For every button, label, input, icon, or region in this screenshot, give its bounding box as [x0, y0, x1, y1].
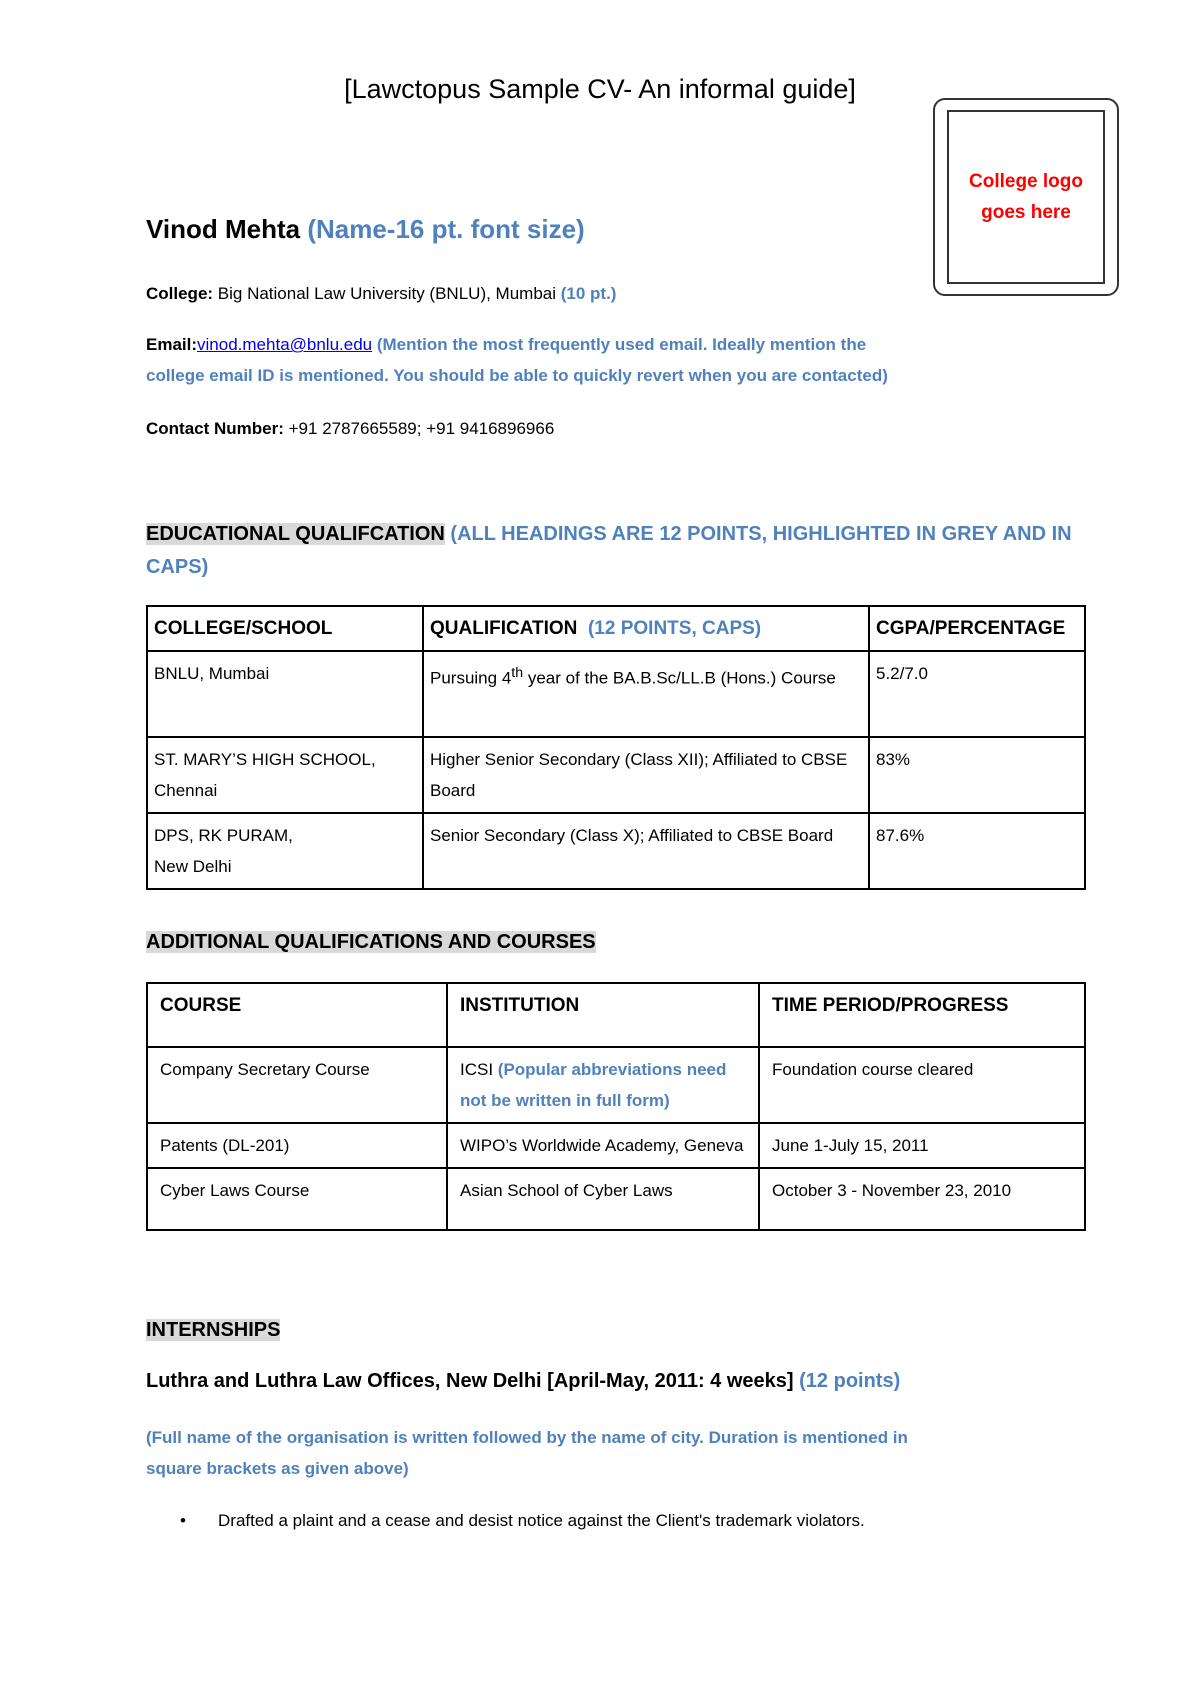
- name-note: (Name-16 pt. font size): [307, 214, 585, 244]
- contact-label: Contact Number:: [146, 419, 284, 438]
- cell-school: BNLU, Mumbai: [147, 651, 423, 737]
- table-row: [147, 737, 1085, 813]
- internship-guide-note: [146, 1422, 1076, 1484]
- col-college-school: COLLEGE/SCHOOL: [147, 606, 423, 651]
- table-header-row: [147, 983, 1085, 1047]
- email-line: [146, 329, 1046, 391]
- qual-sup: th: [511, 665, 524, 681]
- school-line2: New Delhi: [154, 857, 232, 876]
- table-row: [147, 1047, 1085, 1123]
- inst-note: (Popular abbreviations need not be written in full form): [460, 1060, 727, 1110]
- col-qualification: [423, 606, 869, 651]
- guide-line1: (Full name of the organisation is written followed by the name of city. Duration is mentioned in: [146, 1428, 908, 1447]
- logo-text-line2: goes here: [981, 202, 1071, 223]
- table-row: [147, 651, 1085, 737]
- cell-qualification: [423, 651, 869, 737]
- email-note-2: college email ID is mentioned. You should be able to quickly revert when you are contacted): [146, 366, 888, 385]
- contact-line: [146, 413, 554, 444]
- education-heading-text: EDUCATIONAL QUALIFCATION: [146, 523, 445, 545]
- college-logo-placeholder: [933, 98, 1119, 296]
- internship-entry-title: [146, 1370, 900, 1393]
- education-table: [146, 605, 1086, 890]
- col-institution: INSTITUTION: [447, 983, 759, 1047]
- college-line: [146, 278, 616, 309]
- college-value: Big National Law University (BNLU), Mumbai: [213, 284, 561, 303]
- email-label: Email:: [146, 335, 198, 354]
- email-link[interactable]: vinod.mehta@bnlu.edu: [197, 335, 373, 354]
- cell-score: 5.2/7.0: [869, 651, 1085, 737]
- cell-score: 87.6%: [869, 813, 1085, 889]
- cell-course: Patents (DL-201): [147, 1123, 447, 1168]
- cell-period: Foundation course cleared: [759, 1047, 1085, 1123]
- college-note: (10 pt.): [560, 284, 617, 303]
- cell-school: ST. MARY’S HIGH SCHOOL, Chennai: [147, 737, 423, 813]
- table-row: [147, 1168, 1085, 1230]
- college-label: College:: [146, 284, 214, 303]
- school-line1: DPS, RK PURAM,: [154, 826, 293, 845]
- col-qualification-note: (12 POINTS, CAPS): [587, 618, 762, 639]
- logo-frame: [947, 110, 1105, 284]
- education-heading-note: (ALL HEADINGS ARE 12 POINTS, HIGHLIGHTED IN GREY AND IN CAPS): [146, 523, 1072, 578]
- logo-text-line1: College logo: [969, 171, 1083, 192]
- col-cgpa: CGPA/PERCENTAGE: [869, 606, 1085, 651]
- qual-pre: Pursuing 4: [430, 668, 512, 688]
- name-value: Vinod Mehta: [146, 214, 301, 244]
- document-title: [Lawctopus Sample CV- An informal guide]: [344, 74, 856, 104]
- additional-heading: [146, 926, 1076, 959]
- cell-school: [147, 813, 423, 889]
- internships-heading-text: INTERNSHIPS: [146, 1319, 281, 1341]
- cell-qualification: Higher Senior Secondary (Class XII); Affiliated to CBSE Board: [423, 737, 869, 813]
- cell-score: 83%: [869, 737, 1085, 813]
- candidate-name: [146, 214, 585, 245]
- cell-institution: Asian School of Cyber Laws: [447, 1168, 759, 1230]
- cell-course: Company Secretary Course: [147, 1047, 447, 1123]
- table-header-row: [147, 606, 1085, 651]
- table-row: [147, 813, 1085, 889]
- additional-heading-text: ADDITIONAL QUALIFICATIONS AND COURSES: [146, 931, 596, 953]
- qual-post: year of the BA.B.Sc/LL.B (Hons.) Course: [523, 668, 836, 688]
- cell-course: Cyber Laws Course: [147, 1168, 447, 1230]
- cell-qualification: Senior Secondary (Class X); Affiliated to CBSE Board: [423, 813, 869, 889]
- email-note-1: (Mention the most frequently used email. Ideally mention the: [372, 335, 867, 354]
- cell-institution: [447, 1047, 759, 1123]
- table-row: [147, 1123, 1085, 1168]
- cell-institution: WIPO’s Worldwide Academy, Geneva: [447, 1123, 759, 1168]
- cell-period: October 3 - November 23, 2010: [759, 1168, 1085, 1230]
- additional-table: [146, 982, 1086, 1231]
- education-heading: [146, 518, 1076, 584]
- internship-entry-note: (12 points): [793, 1370, 901, 1392]
- internship-entry-text: Luthra and Luthra Law Offices, New Delhi [April-May, 2011: 4 weeks]: [146, 1370, 794, 1392]
- bullet-text: Drafted a plaint and a cease and desist notice against the Client's trademark violators.: [218, 1511, 865, 1530]
- col-course: COURSE: [147, 983, 447, 1047]
- cell-period: June 1-July 15, 2011: [759, 1123, 1085, 1168]
- col-qualification-text: QUALIFICATION: [430, 618, 578, 639]
- internships-heading: [146, 1314, 1076, 1347]
- guide-line2: square brackets as given above): [146, 1459, 409, 1478]
- bullet-icon: •: [180, 1511, 186, 1530]
- contact-value: +91 2787665589; +91 9416896966: [283, 419, 555, 438]
- inst-name: ICSI: [460, 1060, 494, 1079]
- col-time-period: TIME PERIOD/PROGRESS: [759, 983, 1085, 1047]
